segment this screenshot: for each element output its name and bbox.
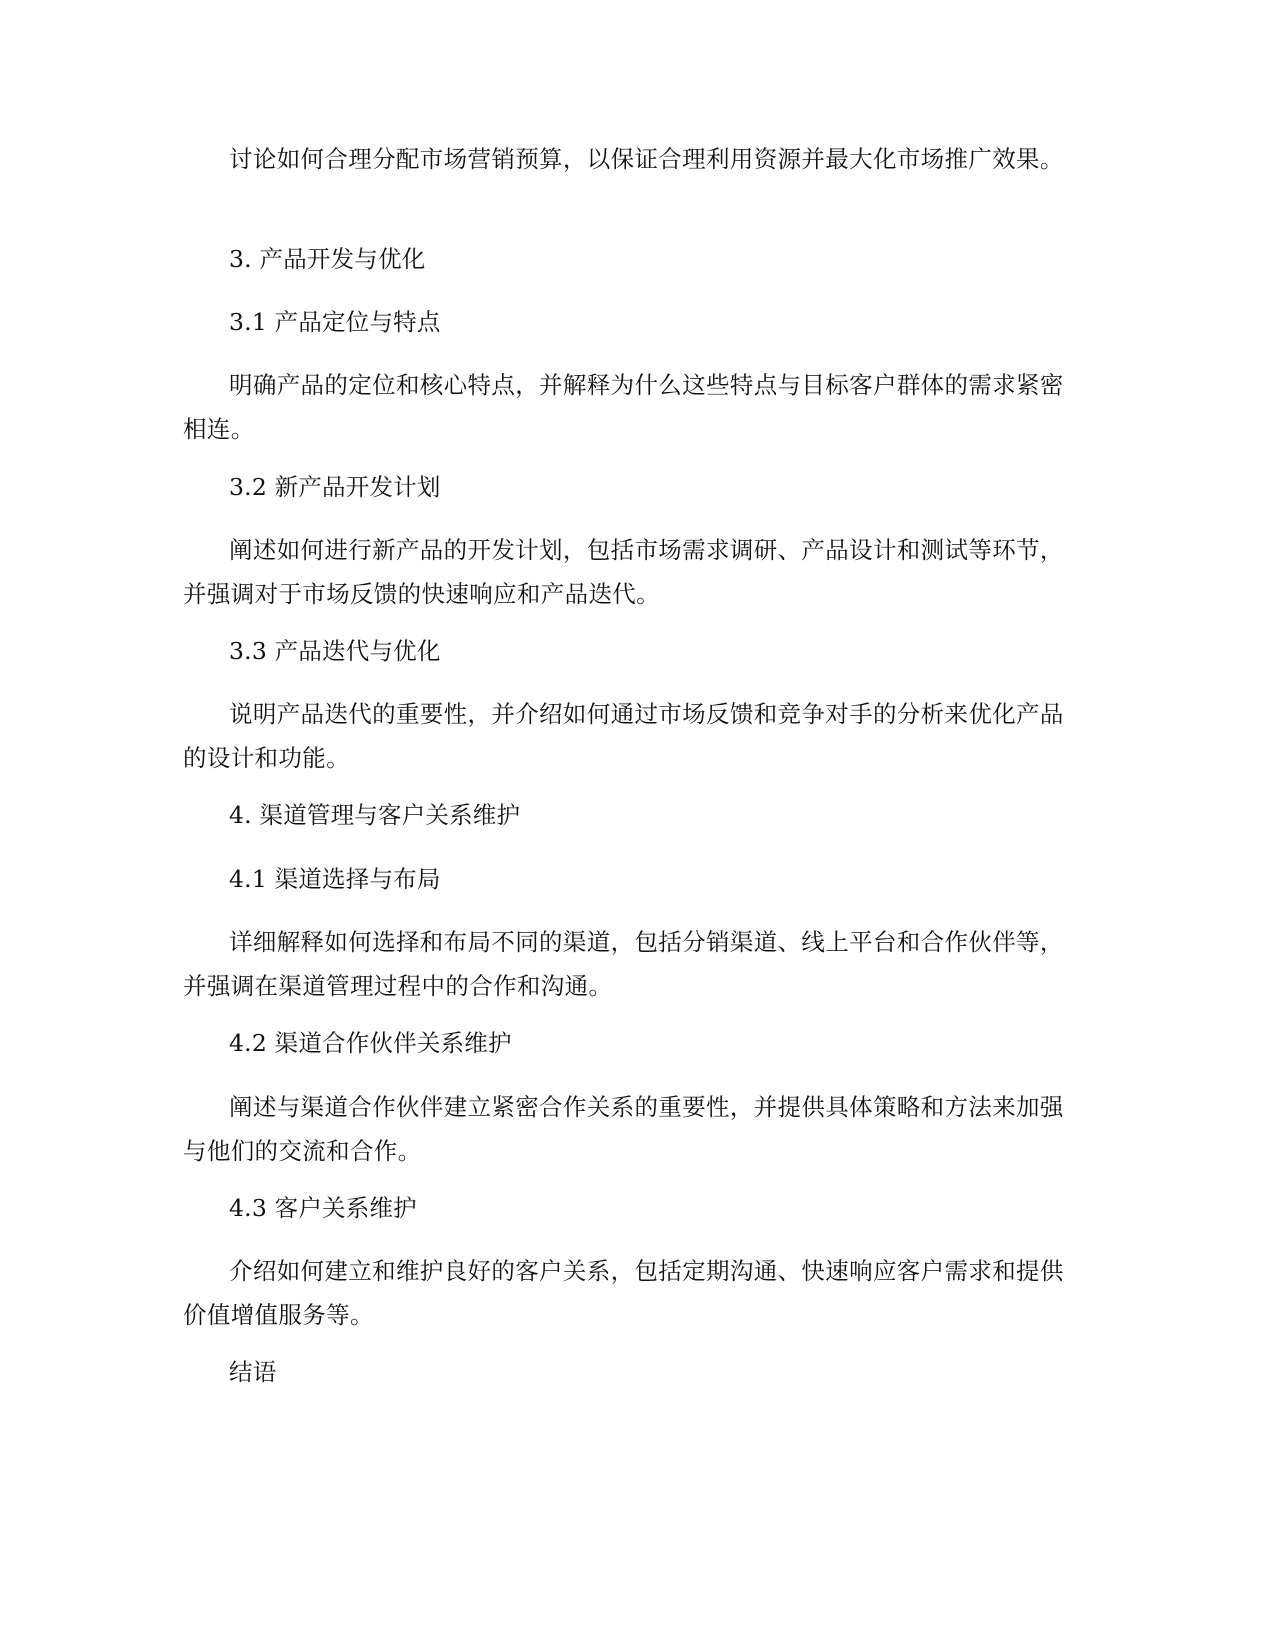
heading-product-development: 3. 产品开发与优化 [229, 245, 426, 273]
paragraph-budget-allocation: 讨论如何合理分配市场营销预算，以保证合理利用资源并最大化市场推广效果。 [229, 145, 1064, 173]
paragraph-channel-selection: 详细解释如何选择和布局不同的渠道，包括分销渠道、线上平台和合作伙伴等，并强调在渠道管理过程中的合作和沟通。 [183, 928, 1064, 1000]
paragraph-product-positioning: 明确产品的定位和核心特点，并解释为什么这些特点与目标客户群体的需求紧密相连。 [183, 371, 1064, 443]
heading-channel-management: 4. 渠道管理与客户关系维护 [229, 801, 521, 829]
heading-product-positioning: 3.1 产品定位与特点 [229, 308, 441, 336]
heading-channel-selection: 4.1 渠道选择与布局 [229, 865, 441, 893]
paragraph-customer-relations: 介绍如何建立和维护良好的客户关系，包括定期沟通、快速响应客户需求和提供价值增值服务等。 [183, 1257, 1064, 1329]
heading-customer-relations: 4.3 客户关系维护 [229, 1194, 417, 1222]
heading-partner-relations: 4.2 渠道合作伙伴关系维护 [229, 1029, 512, 1057]
paragraph-new-product-plan: 阐述如何进行新产品的开发计划，包括市场需求调研、产品设计和测试等环节，并强调对于市场反馈的快速响应和产品迭代。 [183, 536, 1064, 608]
heading-conclusion: 结语 [229, 1358, 277, 1386]
heading-new-product-plan: 3.2 新产品开发计划 [229, 473, 441, 501]
heading-product-iteration: 3.3 产品迭代与优化 [229, 637, 441, 665]
paragraph-partner-relations: 阐述与渠道合作伙伴建立紧密合作关系的重要性，并提供具体策略和方法来加强与他们的交流和合作。 [183, 1093, 1064, 1165]
paragraph-product-iteration: 说明产品迭代的重要性，并介绍如何通过市场反馈和竞争对手的分析来优化产品的设计和功能。 [183, 700, 1064, 772]
